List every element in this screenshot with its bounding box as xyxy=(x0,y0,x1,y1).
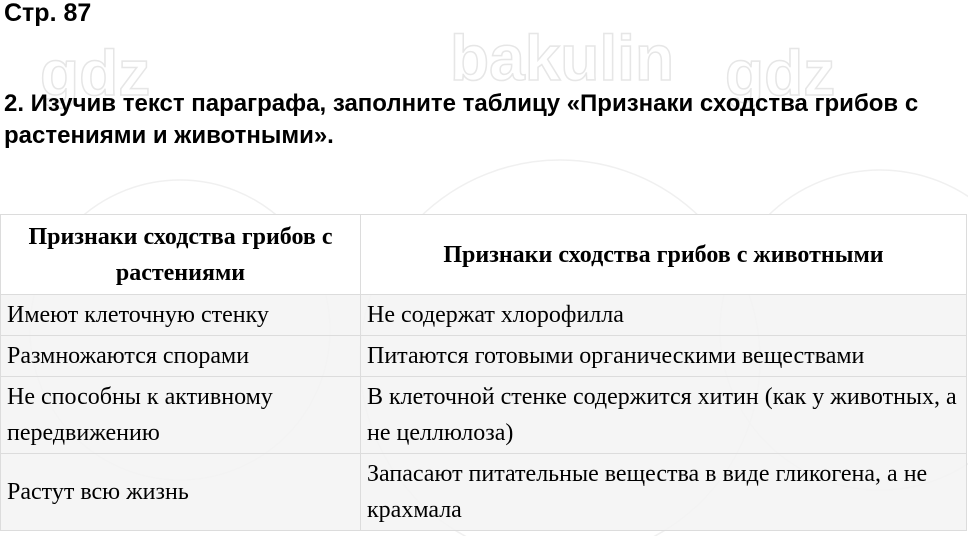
similarity-table xyxy=(0,214,967,531)
header-plants: Признаки сходства грибов с растениями xyxy=(1,215,361,295)
cell-plants: Имеют клеточную стенку xyxy=(1,295,361,336)
cell-animals: В клеточной стенке содержится хитин (как у животных, а не целлюлоза) xyxy=(361,377,967,454)
cell-animals: Не содержат хлорофилла xyxy=(361,295,967,336)
table-row xyxy=(1,295,967,336)
page-number: Стр. 87 xyxy=(4,0,92,27)
table-header-row xyxy=(1,215,967,295)
table-row xyxy=(1,377,967,454)
table-row xyxy=(1,454,967,531)
cell-animals: Запасают питательные вещества в виде гликогена, а не крахмала xyxy=(361,454,967,531)
task-heading: 2. Изучив текст параграфа, заполните таблицу «Признаки сходства грибов с растениями и животными». xyxy=(4,90,919,149)
cell-plants: Не способны к активному передвижению xyxy=(1,377,361,454)
cell-plants: Растут всю жизнь xyxy=(1,454,361,531)
watermark-gdz-right: gdz xyxy=(725,37,836,109)
table-row xyxy=(1,336,967,377)
cell-animals: Питаются готовыми органическими веществами xyxy=(361,336,967,377)
cell-plants: Размножаются спорами xyxy=(1,336,361,377)
header-animals: Признаки сходства грибов с животными xyxy=(361,215,967,295)
watermark-bakulin: bakulin xyxy=(450,22,675,94)
watermark-gdz-left: gdz xyxy=(40,37,151,109)
